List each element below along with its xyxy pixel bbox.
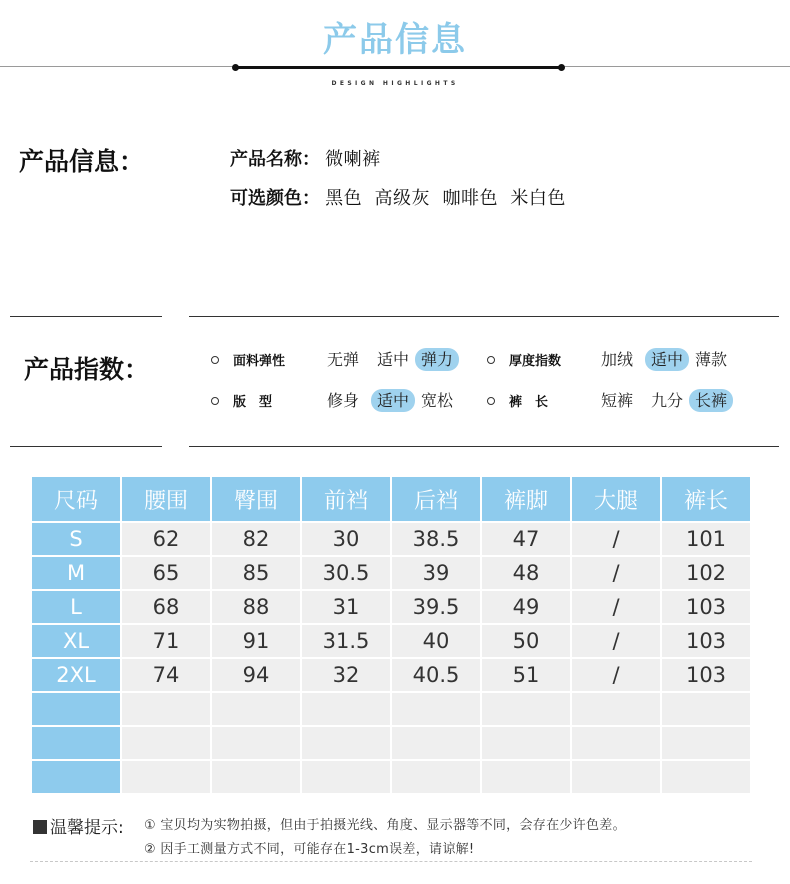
notes-divider bbox=[30, 861, 752, 862]
measure-cell: / bbox=[572, 625, 660, 659]
size-table bbox=[30, 477, 752, 795]
measure-cell: 65 bbox=[122, 557, 210, 591]
index-fabric-elasticity bbox=[211, 348, 459, 371]
size-cell: 2XL bbox=[32, 659, 120, 693]
measure-cell: 88 bbox=[212, 591, 300, 625]
index-rule-top-left bbox=[10, 316, 162, 317]
index-option-selected: 弹力 bbox=[415, 348, 459, 371]
measure-cell: 47 bbox=[482, 523, 570, 557]
measure-cell: 30.5 bbox=[302, 557, 390, 591]
size-cell: L bbox=[32, 591, 120, 625]
index-thickness bbox=[487, 348, 733, 371]
product-colors-value: 黑色 高级灰 咖啡色 米白色 bbox=[325, 188, 566, 209]
index-rule-top-right bbox=[189, 316, 779, 317]
info-section-label: 产品信息： bbox=[19, 147, 145, 176]
size-cell bbox=[32, 693, 120, 727]
size-cell: XL bbox=[32, 625, 120, 659]
product-name-row bbox=[230, 145, 381, 171]
measure-cell: 102 bbox=[662, 557, 750, 591]
measure-cell: 38.5 bbox=[392, 523, 480, 557]
measure-cell bbox=[662, 727, 750, 761]
index-option: 短裤 bbox=[601, 391, 634, 410]
header-cell: 尺码 bbox=[32, 477, 120, 523]
measure-cell: 40 bbox=[392, 625, 480, 659]
bullet-circle-icon bbox=[211, 397, 219, 405]
header-cell: 裤长 bbox=[662, 477, 750, 523]
measure-cell bbox=[212, 761, 300, 795]
size-table-header bbox=[32, 477, 750, 523]
measure-cell: 101 bbox=[662, 523, 750, 557]
table-row bbox=[32, 523, 750, 557]
measure-cell: / bbox=[572, 523, 660, 557]
measure-cell bbox=[572, 761, 660, 795]
index-key: 面料弹性 bbox=[233, 354, 286, 369]
measure-cell: 31 bbox=[302, 591, 390, 625]
measure-cell bbox=[572, 693, 660, 727]
measure-cell bbox=[392, 693, 480, 727]
index-option: 加绒 bbox=[601, 350, 634, 369]
table-row bbox=[32, 693, 750, 727]
measure-cell: 74 bbox=[122, 659, 210, 693]
header-dot-right bbox=[558, 64, 565, 71]
measure-cell bbox=[122, 761, 210, 795]
header-cell: 臀围 bbox=[212, 477, 300, 523]
measure-cell bbox=[482, 761, 570, 795]
bullet-circle-icon bbox=[487, 356, 495, 364]
measure-cell bbox=[572, 727, 660, 761]
measure-cell: 50 bbox=[482, 625, 570, 659]
measure-cell bbox=[392, 761, 480, 795]
header-cell: 前裆 bbox=[302, 477, 390, 523]
measure-cell bbox=[662, 761, 750, 795]
bullet-circle-icon bbox=[487, 397, 495, 405]
measure-cell: 68 bbox=[122, 591, 210, 625]
index-key: 厚度指数 bbox=[509, 354, 562, 369]
bullet-circle-icon bbox=[211, 356, 219, 364]
measure-cell: / bbox=[572, 659, 660, 693]
header-cell: 腰围 bbox=[122, 477, 210, 523]
table-row bbox=[32, 591, 750, 625]
measure-cell: / bbox=[572, 557, 660, 591]
page-subtitle: DESIGN HIGHLIGHTS bbox=[331, 80, 459, 87]
measure-cell: 62 bbox=[122, 523, 210, 557]
header-cell: 裤脚 bbox=[482, 477, 570, 523]
square-bullet-icon bbox=[33, 820, 47, 834]
size-cell: S bbox=[32, 523, 120, 557]
size-cell bbox=[32, 727, 120, 761]
index-option: 九分 bbox=[651, 391, 684, 410]
measure-cell: 31.5 bbox=[302, 625, 390, 659]
index-option-selected: 适中 bbox=[645, 348, 689, 371]
measure-cell: 48 bbox=[482, 557, 570, 591]
measure-cell bbox=[482, 693, 570, 727]
measure-cell: 39 bbox=[392, 557, 480, 591]
index-fit bbox=[211, 389, 459, 412]
index-option-selected: 适中 bbox=[371, 389, 415, 412]
measure-cell: 103 bbox=[662, 625, 750, 659]
header-dot-left bbox=[232, 64, 239, 71]
table-row bbox=[32, 557, 750, 591]
table-row bbox=[32, 659, 750, 693]
header-cell: 后裆 bbox=[392, 477, 480, 523]
product-name-value: 微喇裤 bbox=[325, 149, 381, 170]
measure-cell: / bbox=[572, 591, 660, 625]
measure-cell bbox=[212, 727, 300, 761]
measure-cell: 103 bbox=[662, 591, 750, 625]
note-line-1: ① 宝贝均为实物拍摄，但由于拍摄光线、角度、显示器等不同，会存在少许色差。 bbox=[144, 818, 626, 833]
page-title: 产品信息 bbox=[323, 20, 467, 60]
index-option: 宽松 bbox=[421, 391, 454, 410]
size-cell: M bbox=[32, 557, 120, 591]
table-row bbox=[32, 727, 750, 761]
measure-cell bbox=[482, 727, 570, 761]
index-option: 适中 bbox=[377, 350, 410, 369]
measure-cell bbox=[662, 693, 750, 727]
measure-cell bbox=[392, 727, 480, 761]
measure-cell: 51 bbox=[482, 659, 570, 693]
table-row bbox=[32, 625, 750, 659]
table-row bbox=[32, 761, 750, 795]
measure-cell: 91 bbox=[212, 625, 300, 659]
header-accent-bar bbox=[236, 66, 562, 69]
notes-label bbox=[33, 813, 124, 838]
measure-cell bbox=[302, 761, 390, 795]
measure-cell: 85 bbox=[212, 557, 300, 591]
notes-label-text: 温馨提示: bbox=[50, 818, 124, 838]
index-rule-bottom-right bbox=[189, 446, 779, 447]
index-key: 版 型 bbox=[233, 395, 273, 410]
measure-cell: 103 bbox=[662, 659, 750, 693]
index-rule-bottom-left bbox=[10, 446, 162, 447]
measure-cell: 49 bbox=[482, 591, 570, 625]
index-section-label: 产品指数： bbox=[24, 355, 150, 384]
size-cell bbox=[32, 761, 120, 795]
measure-cell: 71 bbox=[122, 625, 210, 659]
note-line-2: ② 因手工测量方式不同，可能存在1-3cm误差，请谅解! bbox=[144, 842, 475, 857]
index-option-selected: 长裤 bbox=[689, 389, 733, 412]
measure-cell: 82 bbox=[212, 523, 300, 557]
product-name-key: 产品名称： bbox=[230, 149, 320, 170]
index-key: 裤 长 bbox=[509, 395, 549, 410]
measure-cell bbox=[302, 727, 390, 761]
measure-cell: 94 bbox=[212, 659, 300, 693]
measure-cell: 39.5 bbox=[392, 591, 480, 625]
index-option: 修身 bbox=[327, 391, 360, 410]
measure-cell: 30 bbox=[302, 523, 390, 557]
header-cell: 大腿 bbox=[572, 477, 660, 523]
index-option: 薄款 bbox=[695, 350, 728, 369]
measure-cell bbox=[122, 727, 210, 761]
index-length bbox=[487, 389, 733, 412]
measure-cell: 40.5 bbox=[392, 659, 480, 693]
measure-cell: 32 bbox=[302, 659, 390, 693]
measure-cell bbox=[302, 693, 390, 727]
product-colors-key: 可选颜色： bbox=[230, 188, 320, 209]
index-option: 无弹 bbox=[327, 350, 360, 369]
measure-cell bbox=[122, 693, 210, 727]
product-colors-row bbox=[230, 184, 566, 210]
measure-cell bbox=[212, 693, 300, 727]
